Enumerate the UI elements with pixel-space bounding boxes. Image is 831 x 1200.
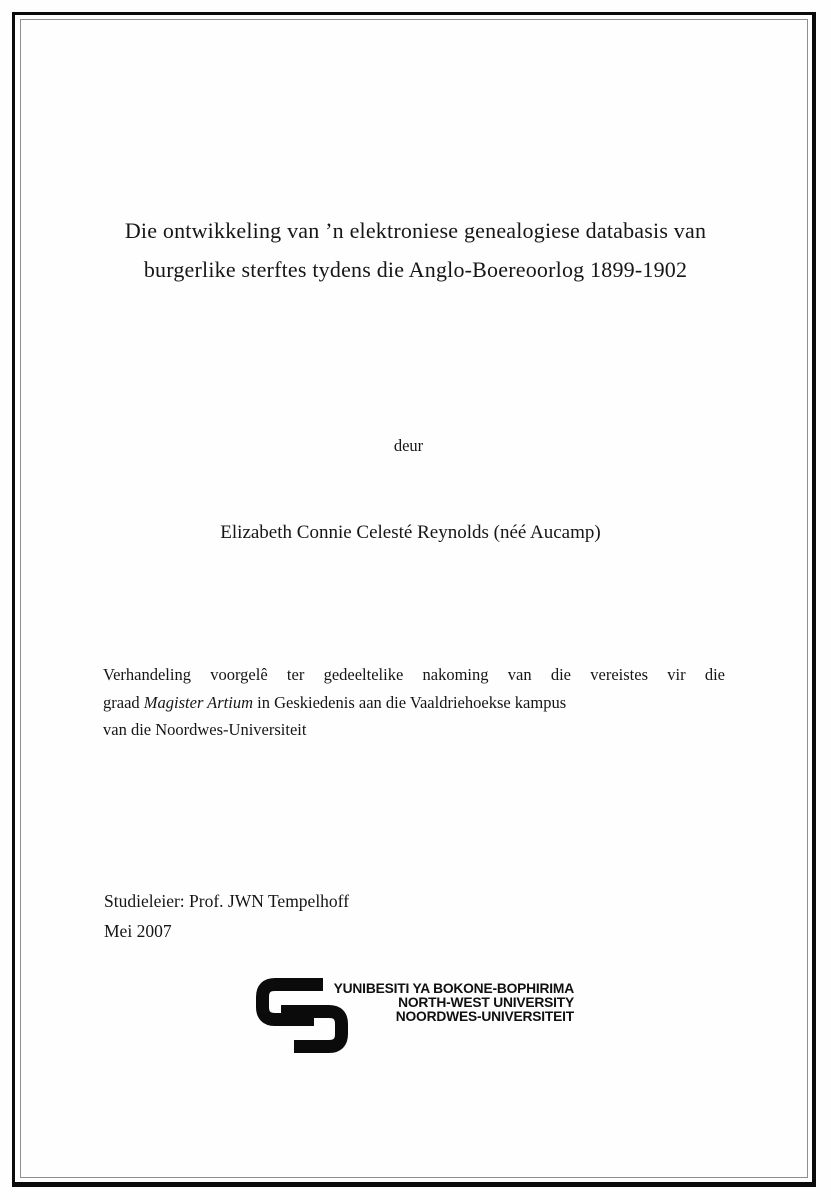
thesis-title-line2: burgerlike sterftes tydens die Anglo-Boereoorlog 1899-1902 xyxy=(143,257,688,282)
logo-line-english: NORTH-WEST UNIVERSITY xyxy=(398,995,574,1010)
logo-line-setswana: YUNIBESITI YA BOKONE-BOPHIRIMA xyxy=(333,981,574,996)
university-logo xyxy=(256,976,586,1056)
author-name: Elizabeth Connie Celesté Reynolds (néé Aucamp) xyxy=(220,522,601,543)
thesis-title-line1: Die ontwikkeling van ’n elektroniese genealogiese databasis van xyxy=(124,218,707,243)
logo-line-afrikaans: NOORDWES-UNIVERSITEIT xyxy=(395,1009,574,1024)
supervisor-line: Studieleier: Prof. JWN Tempelhoff xyxy=(104,891,350,911)
submission-line1: Verhandeling voorgelê ter gedeeltelike nakoming van die vereistes vir die xyxy=(103,665,725,684)
degree-name: Magister Artium xyxy=(143,692,254,712)
university-logo-text xyxy=(320,982,574,1024)
submission-line2 xyxy=(103,689,725,717)
byline: deur xyxy=(393,436,424,455)
supervisor-block xyxy=(104,886,349,946)
submission-line2-suffix: in Geskiedenis aan die Vaaldriehoekse kampus xyxy=(253,692,567,712)
submission-statement xyxy=(103,661,725,744)
date-line: Mei 2007 xyxy=(104,921,172,941)
submission-line2-prefix: graad xyxy=(103,692,144,712)
submission-line3: van die Noordwes-Universiteit xyxy=(103,720,307,739)
thesis-title xyxy=(0,211,831,289)
